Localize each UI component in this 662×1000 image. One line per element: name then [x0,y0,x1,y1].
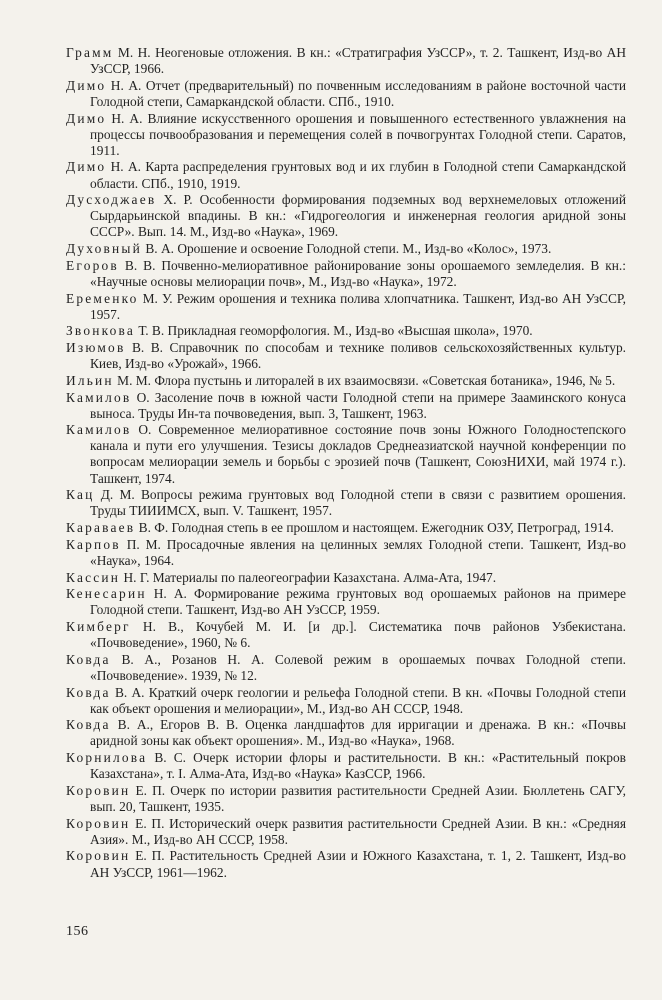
entry-text: В. А. Краткий очерк геологии и рельефа Голодной степи. В кн. «Почвы Голодной степи как объект орошения и мелиорации», М., Изд-во АН СССР, 1948. [90,684,626,716]
entry-text: М. М. Флора пустынь и литоралей в их взаимосвязи. «Советская ботаника», 1946, № 5. [117,372,616,388]
bibliography-entry [66,291,626,323]
entry-text: Е. П. Очерк по истории развития растительности Средней Азии. Бюллетень САГУ, вып. 20, Ташкент, 1935. [90,782,626,814]
bibliography-entry [66,111,626,159]
bibliography-entry [66,848,626,880]
entry-author: Коровин [66,848,131,864]
entry-author: Кимберг [66,618,131,634]
entry-text: Д. М. Вопросы режима грунтовых вод Голодной степи в связи с развитием орошения. Труды ТИИИМСХ, вып. V. Ташкент, 1957. [90,487,626,519]
entry-text: В. А. Орошение и освоение Голодной степи. М., Изд-во «Колос», 1973. [145,241,552,257]
bibliography-entry [66,159,626,191]
bibliography-entry [66,586,626,618]
entry-text: В. В. Почвенно-мелиоративное районирование зоны орошаемого земледелия. В кн.: «Научные основы мелиорации почв», М., Изд-во «Наука», 1972. [90,257,627,289]
bibliography-entry [66,783,626,815]
entry-author: Егоров [66,257,119,273]
entry-author: Ковда [66,651,111,667]
bibliography-entry [66,717,626,749]
entry-author: Кац [66,487,95,503]
entry-text: Н. А. Формирование режима грунтовых вод орошаемых районов на примере Голодной степи. Ташкент, Изд-во АН УзССР, 1959. [90,586,626,618]
page-number: 156 [66,924,89,939]
entry-author: Камилов [66,422,132,438]
bibliography-entry [66,537,626,569]
entry-text: В. С. Очерк истории флоры и растительности. В кн.: «Растительный покров Казахстана», т. I. Алма-Ата, Изд-во «Наука» КазССР, 1966. [90,750,626,782]
entry-author: Камилов [66,389,132,405]
bibliography-entry [66,685,626,717]
entry-text: Н. А. Карта распределения грунтовых вод и их глубин в Голодной степи Самаркандской области. СПб., 1910, 1919. [90,159,626,191]
entry-text: Н. В., Кочубей М. И. [и др.]. Систематика почв районов Узбекистана. «Почвоведение», 1960, № 6. [90,618,626,651]
bibliography-entry [66,78,626,110]
entry-text: В. В. Справочник по способам и технике поливов сельскохозяйственных культур. Киев, Изд-во «Урожай», 1966. [90,340,626,372]
entry-author: Изюмов [66,340,126,356]
entry-text: Е. П. Исторический очерк развития растительности Средней Азии. В кн.: «Средняя Азия». М., Изд-во АН СССР, 1958. [90,815,626,847]
entry-author: Караваев [66,520,136,536]
entry-text: В. Ф. Голодная степь в ее прошлом и настоящем. Ежегодник ОЗУ, Петроград, 1914. [138,520,614,536]
bibliography-entry [66,45,626,77]
entry-text: О. Современное мелиоративное состояние почв зоны Южного Голодностепского канала и пути его улучшения. Тезисы докладов Среднеазиатской научной конференции по вопросам мелиорации земель и борьбы с эрозией почв (Ташкент, СоюзНИХИ, май 1974 г.). Ташкент, 1974. [90,422,626,486]
entry-text: Е. П. Растительность Средней Азии и Южного Казахстана, т. 1, 2. Ташкент, Изд-во АН УзССР, 1961—1962. [90,848,627,880]
entry-text: М. Н. Неогеновые отложения. В кн.: «Стратиграфия УзССР», т. 2. Ташкент, Изд-во АН УзССР, 1966. [90,45,626,77]
entry-author: Коровин [66,782,131,798]
entry-author: Грамм [66,45,114,60]
bibliography-entry [66,390,626,422]
bibliography-entry [66,373,626,389]
entry-author: Кассин [66,569,121,585]
entry-author: Димо [66,159,107,175]
bibliography-entry [66,241,626,257]
bibliography-entry [66,570,626,586]
entry-author: Димо [66,77,107,93]
entry-text: В. А., Розанов Н. А. Солевой режим в орошаемых почвах Голодной степи. «Почвоведение». 1939, № 12. [90,651,626,683]
entry-author: Ковда [66,684,111,700]
bibliography-list [66,45,626,881]
entry-author: Еременко [66,290,139,306]
bibliography-entry [66,652,626,684]
entry-text: Т. В. Прикладная геоморфология. М., Изд-во «Высшая школа», 1970. [138,323,533,339]
entry-author: Ильин [66,372,114,388]
entry-author: Звонкова [66,323,136,339]
entry-text: О. Засоление почв в южной части Голодной степи на примере Зааминского конуса выноса. Труды Ин-та почвоведения, вып. 3, Ташкент, 1963. [90,389,626,421]
entry-text: Н. А. Влияние искусственного орошения и повышенного естественного увлажнения на процессы почвообразования и перемещения солей в почвогрунтах Голодной степи. Саратов, 1911. [90,110,626,158]
entry-text: Н. Г. Материалы по палеогеографии Казахстана. Алма-Ата, 1947. [123,569,497,585]
bibliography-entry [66,258,626,290]
entry-author: Духовный [66,241,142,257]
bibliography-entry [66,192,626,240]
bibliography-entry [66,816,626,848]
entry-text: В. А., Егоров В. В. Оценка ландшафтов для ирригации и дренажа. В кн.: «Почвы аридной зоны как объект орошения». М., Изд-во «Наука», 1968. [90,717,626,749]
bibliography-entry [66,520,626,536]
bibliography-entry [66,422,626,486]
entry-author: Димо [66,110,107,126]
bibliography-entry [66,340,626,372]
bibliography-entry [66,619,626,651]
entry-text: М. У. Режим орошения и техника полива хлопчатника. Ташкент, Изд-во АН УзССР, 1957. [90,290,626,322]
entry-text: Н. А. Отчет (предварительный) по почвенным исследованиям в районе восточной части Голодной степи, Самаркандской области. СПб., 1910. [90,77,626,109]
entry-author: Карпов [66,536,121,552]
bibliography-entry [66,750,626,782]
bibliography-entry [66,323,626,339]
entry-author: Дусходжаев [66,192,157,208]
entry-text: Х. Р. Особенности формирования подземных вод верхнемеловых отложений Сырдарьинской впадины. В кн.: «Гидрогеология и инженерная геология аридной зоны СССР». Вып. 14. М., Изд-во «Наука», 1969. [90,192,626,240]
entry-text: П. М. Просадочные явления на целинных землях Голодной степи. Ташкент, Изд-во «Наука», 1964. [90,536,626,568]
entry-author: Коровин [66,815,131,831]
bibliography-entry [66,487,626,519]
entry-author: Корнилова [66,750,148,766]
entry-author: Кенесарин [66,586,147,602]
entry-author: Ковда [66,717,111,733]
